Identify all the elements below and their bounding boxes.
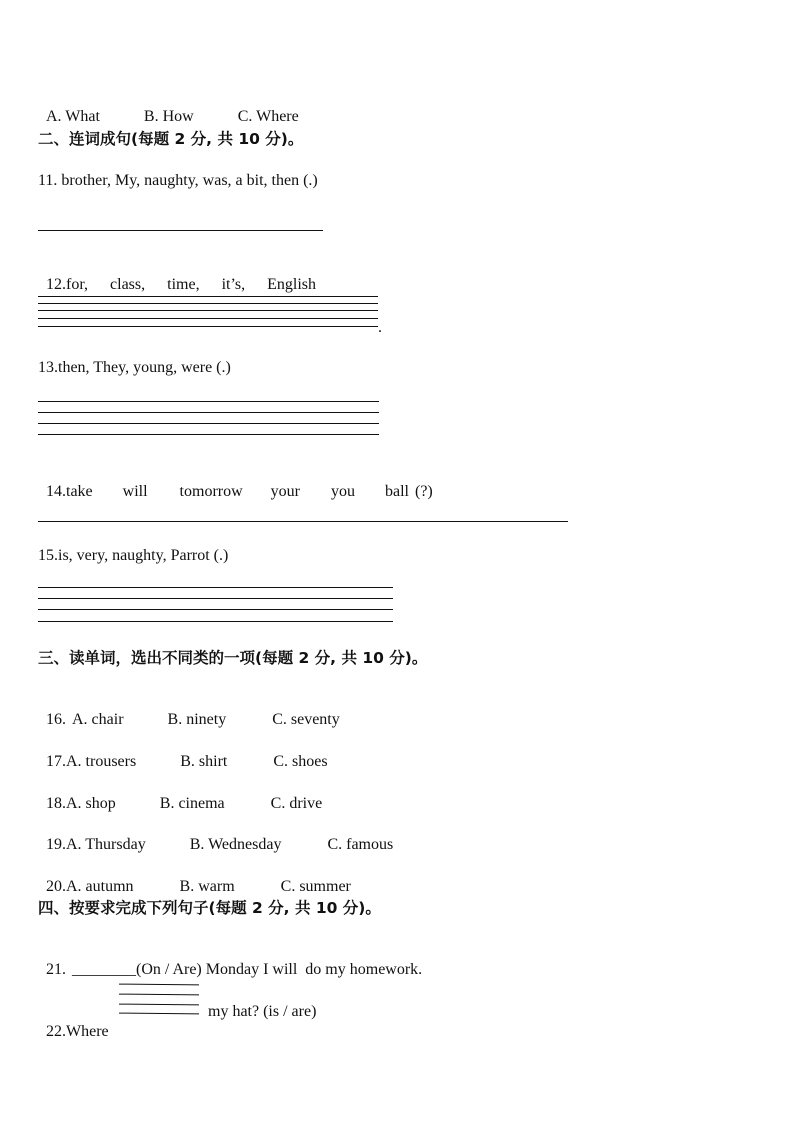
section-3-title: 三、读单词，选出不同类的一项(每题 2 分, 共 10 分)。 bbox=[38, 649, 428, 667]
option-c: C. drive bbox=[270, 795, 323, 812]
q12-word: it’s, bbox=[221, 276, 246, 293]
q12-word: time, bbox=[167, 276, 200, 293]
question-13: 13.then, They, young, were (.) bbox=[38, 359, 231, 376]
question-20 bbox=[38, 857, 351, 897]
answer-line-15 bbox=[38, 609, 393, 610]
section-4-title: 四、按要求完成下列句子(每题 2 分, 共 10 分)。 bbox=[38, 899, 381, 917]
answer-line-12 bbox=[38, 318, 378, 319]
option-c: C. summer bbox=[280, 878, 351, 895]
question-11: 11. brother, My, naughty, was, a bit, then (.) bbox=[38, 172, 318, 189]
answer-line-12 bbox=[38, 310, 378, 311]
answer-line-12 bbox=[38, 326, 378, 327]
answer-line-12 bbox=[38, 296, 378, 297]
answer-line-13 bbox=[38, 412, 379, 413]
q14-word: (?) bbox=[414, 483, 433, 500]
answer-line-13 bbox=[38, 423, 379, 424]
answer-line-15 bbox=[38, 587, 393, 588]
answer-line-15 bbox=[38, 621, 393, 622]
options-row bbox=[38, 87, 299, 127]
answer-line-15 bbox=[38, 598, 393, 599]
question-21 bbox=[38, 940, 422, 980]
q22-before: Where bbox=[66, 1023, 109, 1040]
option-c: C. famous bbox=[327, 836, 394, 853]
option-c: C. shoes bbox=[273, 753, 328, 770]
option-b: B. cinema bbox=[159, 795, 225, 812]
q12-word: class, bbox=[110, 276, 146, 293]
q21-number: 21. bbox=[46, 961, 66, 978]
answer-line-22 bbox=[119, 1004, 199, 1006]
q21-text: (On / Are) Monday I will do my homework. bbox=[136, 961, 423, 978]
q-number: 20. bbox=[46, 878, 66, 895]
answer-line-11 bbox=[38, 230, 323, 231]
answer-line-22 bbox=[119, 984, 199, 986]
question-19 bbox=[38, 815, 393, 855]
option-a: A. autumn bbox=[66, 878, 134, 895]
option-a: A. trousers bbox=[66, 753, 137, 770]
q22-number: 22. bbox=[46, 1023, 66, 1040]
option-b: B. ninety bbox=[167, 711, 227, 728]
option-c: C. seventy bbox=[272, 711, 340, 728]
q12-word: English bbox=[267, 276, 317, 293]
option-a: A. chair bbox=[72, 711, 124, 728]
q-number: 18. bbox=[46, 795, 66, 812]
question-15: 15.is, very, naughty, Parrot (.) bbox=[38, 547, 229, 564]
q-number: 17. bbox=[46, 753, 66, 770]
section-2-title: 二、连词成句(每题 2 分, 共 10 分)。 bbox=[38, 130, 304, 148]
option-b: B. warm bbox=[179, 878, 235, 895]
q14-number: 14. bbox=[46, 483, 66, 500]
question-22 bbox=[38, 1002, 109, 1042]
question-16 bbox=[38, 690, 340, 730]
question-17 bbox=[38, 732, 328, 772]
q22-after: my hat? (is / are) bbox=[208, 1003, 317, 1020]
answer-line-14 bbox=[38, 521, 568, 522]
q12-end-dot: . bbox=[378, 319, 382, 336]
option-c: C. Where bbox=[237, 108, 299, 125]
question-18 bbox=[38, 774, 322, 814]
option-a: A. What bbox=[46, 108, 100, 125]
option-b: B. Wednesday bbox=[189, 836, 282, 853]
q-number: 16. bbox=[46, 711, 66, 728]
q14-word: will bbox=[122, 483, 148, 500]
option-a: A. shop bbox=[66, 795, 116, 812]
answer-line-13 bbox=[38, 401, 379, 402]
q12-number: 12. bbox=[46, 276, 66, 293]
option-a: A. Thursday bbox=[66, 836, 146, 853]
q14-word: you bbox=[330, 483, 355, 500]
q14-word: your bbox=[270, 483, 300, 500]
answer-line-12 bbox=[38, 303, 378, 304]
answer-line-13 bbox=[38, 434, 379, 435]
answer-line-22 bbox=[119, 994, 199, 996]
q14-word: tomorrow bbox=[179, 483, 243, 500]
q21-blank: ________ bbox=[72, 961, 136, 978]
option-b: B. How bbox=[143, 108, 194, 125]
question-12 bbox=[38, 255, 316, 295]
q-number: 19. bbox=[46, 836, 66, 853]
option-b: B. shirt bbox=[180, 753, 228, 770]
q14-word: ball bbox=[384, 483, 409, 500]
answer-line-22 bbox=[119, 1013, 199, 1015]
q12-word: for, bbox=[66, 276, 89, 293]
question-14 bbox=[38, 462, 433, 502]
q14-word: take bbox=[66, 483, 93, 500]
